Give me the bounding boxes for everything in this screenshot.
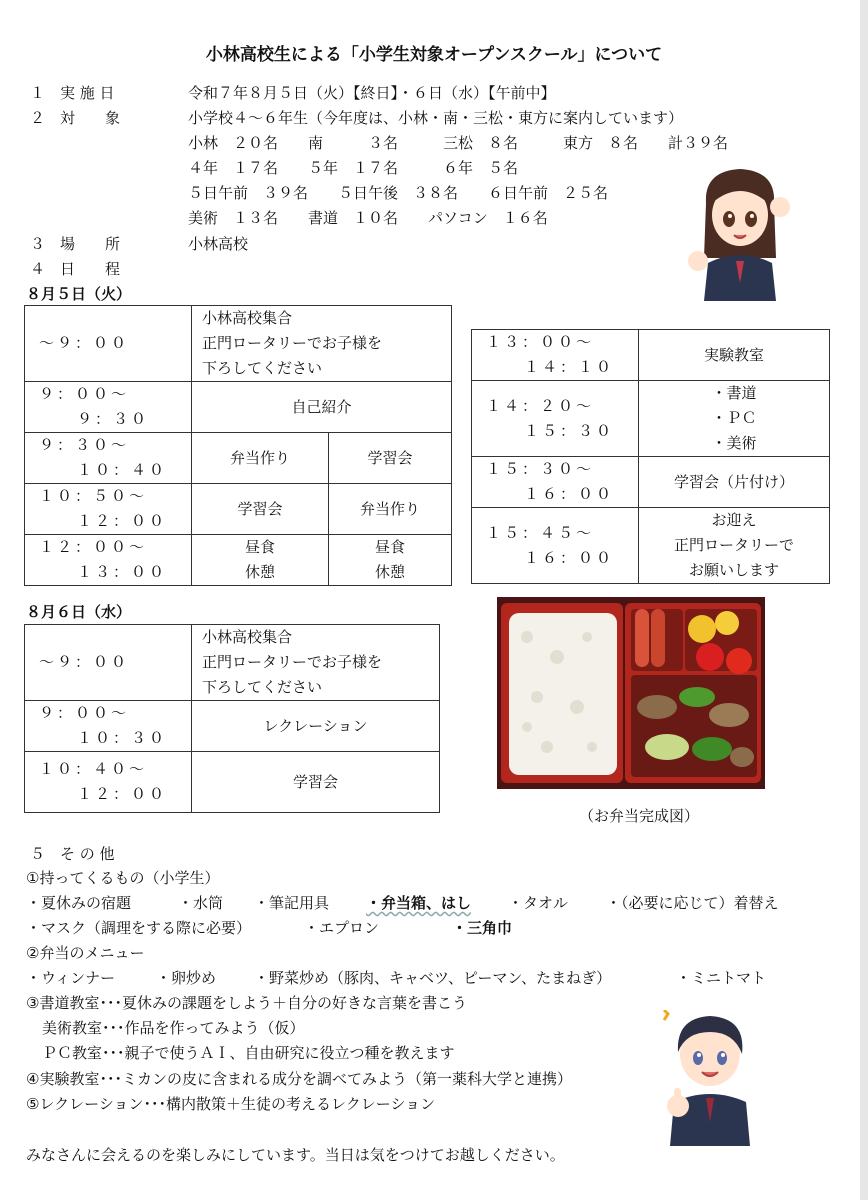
bring-item: ・弁当箱、はし xyxy=(366,894,472,912)
bento-photo xyxy=(497,597,765,789)
time-end: １３：００ xyxy=(77,563,168,581)
time-start: ９：３０～ xyxy=(39,436,130,454)
activity-text: 正門ロータリーでお子様を xyxy=(202,334,383,352)
activity-cell: レクレーション xyxy=(192,701,440,752)
day1-schedule-table xyxy=(24,305,452,586)
bring-item: ・夏休みの宿題 xyxy=(26,894,132,912)
time-start: １５：４５～ xyxy=(486,523,595,542)
time-start: ～９：００ xyxy=(39,653,130,671)
menu-item: ・ミニトマト xyxy=(676,969,767,987)
time-cell xyxy=(472,381,639,457)
other-heading: ５ そ の 他 xyxy=(30,845,115,863)
activity-cell: 弁当作り xyxy=(329,484,452,535)
activity-cell: 昼食 休憩 xyxy=(329,535,452,586)
class-info: ⑤レクレーション･･･構内散策＋生徒の考えるレクレーション xyxy=(26,1095,436,1113)
class-info: ③書道教室･･･夏休みの課題をしよう＋自分の好きな言葉を書こう xyxy=(26,994,467,1012)
photo-caption: （お弁当完成図） xyxy=(579,807,700,825)
activity-cell: 学習会 xyxy=(192,752,440,813)
time-cell xyxy=(25,433,192,484)
time-start: １２：００～ xyxy=(39,538,148,556)
time-cell xyxy=(25,625,192,701)
activity-cell xyxy=(192,306,452,382)
activity-text: 下ろしてください xyxy=(202,359,323,377)
time-cell xyxy=(25,701,192,752)
time-cell xyxy=(25,752,192,813)
activity-cell: 学習会 xyxy=(329,433,452,484)
activity-cell xyxy=(192,625,440,701)
item1-label: １ 実 施 日 xyxy=(30,84,115,102)
table-row xyxy=(472,508,830,584)
activity-cell: 昼食 休憩 xyxy=(192,535,329,586)
table-row xyxy=(25,306,452,382)
bring-item: ・（必要に応じて）着替え xyxy=(606,894,779,912)
day1-heading: ８月５日（火） xyxy=(26,285,132,303)
activity-cell: お迎え 正門ロータリーで お願いします xyxy=(639,508,830,584)
time-end: １６：００ xyxy=(524,548,615,567)
activity-text: 小林高校集合 xyxy=(202,309,293,327)
activity-text: 下ろしてください xyxy=(202,678,323,696)
closing-message: みなさんに会えるのを楽しみにしています。当日は気をつけてお越しください。 xyxy=(26,1146,565,1164)
activity-text: 小林高校集合 xyxy=(202,628,293,646)
item1-value: 令和７年８月５日（火）【終日】・６日（水）【午前中】 xyxy=(188,84,556,102)
table-row xyxy=(472,457,830,508)
bring-item: ・筆記用具 xyxy=(254,894,330,912)
time-end: １２：００ xyxy=(77,512,168,530)
menu-item: ・野菜炒め（豚肉、キャベツ、ピーマン、たまねぎ） xyxy=(254,969,612,987)
time-start: １５：３０～ xyxy=(486,460,595,478)
item2-label: ２ 対 象 xyxy=(30,109,121,127)
time-start: ９：００～ xyxy=(39,385,130,403)
activity-cell: 自己紹介 xyxy=(192,382,452,433)
student-girl-illustration xyxy=(684,163,796,301)
table-row xyxy=(25,625,440,701)
class-info: 美術教室･･･作品を作ってみよう（仮） xyxy=(42,1019,305,1037)
day2-heading: ８月６日（水） xyxy=(26,603,132,621)
activity-text: 正門ロータリーでお子様を xyxy=(202,653,383,671)
item2-line: 小林 ２０名 南 ３名 三松 ８名 東方 ８名 計３９名 xyxy=(188,134,729,152)
table-row xyxy=(472,381,830,457)
bring-item: ・水筒 xyxy=(178,894,224,912)
bring-item: ・マスク（調理をする際に必要） xyxy=(26,919,252,937)
table-row xyxy=(25,535,452,586)
time-end: １０：４０ xyxy=(77,461,168,479)
bring-item: ・タオル xyxy=(508,894,569,912)
bring-heading: ①持ってくるもの（小学生） xyxy=(26,869,220,887)
activity-cell: 学習会 xyxy=(192,484,329,535)
day1-afternoon-table xyxy=(471,329,830,584)
table-row xyxy=(25,433,452,484)
time-start: ９：００～ xyxy=(39,704,130,722)
time-cell xyxy=(25,535,192,586)
class-info: ＰＣ教室･･･親子で使うＡＩ、自由研究に役立つ種を教えます xyxy=(42,1044,455,1062)
time-cell xyxy=(472,457,639,508)
time-end: １５：３０ xyxy=(524,421,615,440)
time-start: １０：４０～ xyxy=(39,760,148,778)
time-cell xyxy=(25,382,192,433)
item2-line: 美術 １３名 書道 １０名 パソコン １６名 xyxy=(188,209,548,227)
bring-item: ・三角巾 xyxy=(452,919,513,937)
time-end: １４：１０ xyxy=(524,358,615,376)
time-end: １６：００ xyxy=(524,485,615,503)
activity-cell: 弁当作り xyxy=(192,433,329,484)
time-cell xyxy=(25,306,192,382)
item3-value: 小林高校 xyxy=(188,235,249,253)
time-cell xyxy=(472,508,639,584)
time-end: １０：３０ xyxy=(77,729,168,747)
table-row xyxy=(25,484,452,535)
item4-label: ４ 日 程 xyxy=(30,260,121,278)
time-cell xyxy=(25,484,192,535)
class-info: ④実験教室･･･ミカンの皮に含まれる成分を調べてみよう（第一薬科大学と連携） xyxy=(26,1070,572,1088)
time-start: １４：２０～ xyxy=(486,396,595,415)
activity-cell: 実験教室 xyxy=(639,330,830,381)
menu-item: ・卵炒め xyxy=(156,969,217,987)
item3-label: ３ 場 所 xyxy=(30,235,121,253)
time-start: １３：００～ xyxy=(486,333,595,351)
table-row xyxy=(25,382,452,433)
table-row xyxy=(25,701,440,752)
page-title: 小林高校生による「小学生対象オープンスクール」について xyxy=(205,45,663,65)
time-start: ～９：００ xyxy=(39,334,130,352)
item2-line: 小学校４～６年生（今年度は、小林・南・三松・東方に案内しています） xyxy=(188,109,684,127)
time-cell xyxy=(472,330,639,381)
page-edge xyxy=(860,0,868,1200)
menu-heading: ②弁当のメニュー xyxy=(26,944,145,962)
menu-item: ・ウィンナー xyxy=(26,969,116,987)
student-boy-illustration xyxy=(650,1010,760,1146)
item2-line: ４年 １７名 ５年 １７名 ６年 ５名 xyxy=(188,159,519,177)
table-row xyxy=(25,752,440,813)
day2-schedule-table xyxy=(24,624,440,813)
time-end: ９：３０ xyxy=(77,410,150,428)
table-row xyxy=(472,330,830,381)
time-start: １０：５０～ xyxy=(39,487,148,505)
time-end: １２：００ xyxy=(77,785,168,803)
activity-cell: ・書道 ・ＰＣ ・美術 xyxy=(639,381,830,457)
bring-item: ・エプロン xyxy=(304,919,380,937)
item2-line: ５日午前 ３９名 ５日午後 ３８名 ６日午前 ２５名 xyxy=(188,184,609,202)
activity-cell: 学習会（片付け） xyxy=(639,457,830,508)
